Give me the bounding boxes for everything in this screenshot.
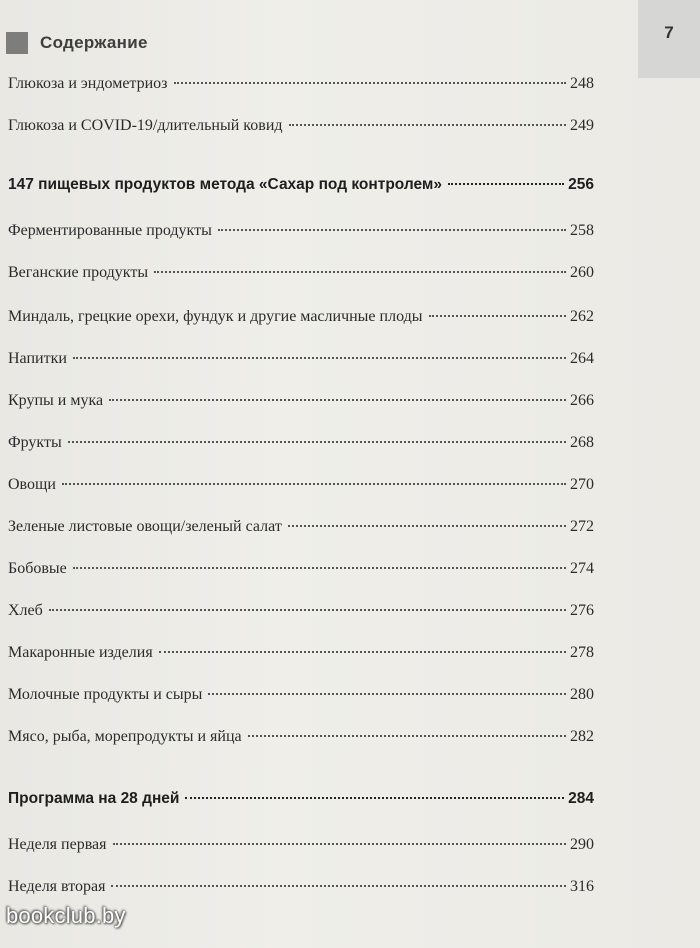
toc-entry [8, 117, 594, 143]
toc-entry-title: Программа на 28 дней [8, 790, 180, 807]
toc-entry-page: 258 [570, 222, 594, 239]
section-header [6, 30, 148, 56]
watermark: bookclub.by [6, 903, 126, 928]
toc-entry-page: 272 [570, 518, 594, 535]
toc-entry-page: 264 [570, 350, 594, 367]
toc-entry-page: 249 [570, 117, 594, 134]
toc-entry-title: 147 пищевых продуктов метода «Сахар под контролем» [8, 176, 443, 193]
toc-entry-title: Глюкоза и эндометриоз [8, 75, 168, 92]
dot-leader [289, 123, 566, 126]
page-number: 7 [664, 23, 674, 42]
toc-entry [8, 686, 594, 712]
dot-leader [429, 314, 567, 317]
toc-entry-title: Напитки [8, 350, 67, 367]
dot-leader [248, 734, 566, 737]
dot-leader [111, 884, 566, 887]
dot-leader [113, 842, 567, 845]
toc-entry [8, 878, 594, 904]
dot-leader [109, 398, 566, 401]
toc-entry-page: 282 [570, 728, 594, 745]
toc-entry-title: Мясо, рыба, морепродукты и яйца [8, 728, 242, 745]
toc-entry-title: Макаронные изделия [8, 644, 153, 661]
toc-entry-title: Неделя вторая [8, 878, 106, 895]
toc-entry [8, 602, 594, 628]
toc-entry [8, 222, 594, 248]
dot-leader [288, 524, 566, 527]
toc-entry [8, 644, 594, 670]
toc-entry-page: 274 [570, 560, 594, 577]
toc-entry [8, 308, 594, 334]
toc-entry [8, 392, 594, 418]
toc-entry-title: Бобовые [8, 560, 67, 577]
toc-entry [8, 476, 594, 502]
dot-leader [154, 270, 566, 273]
toc-entry [8, 518, 594, 544]
toc-entry-page: 266 [570, 392, 594, 409]
toc-entry-page: 270 [570, 476, 594, 493]
toc-entry-page: 256 [568, 176, 594, 193]
dot-leader [159, 650, 566, 653]
dot-leader [448, 182, 564, 185]
toc-entry-page: 284 [568, 790, 594, 807]
toc-entry-page: 248 [570, 75, 594, 92]
toc-entry [8, 264, 594, 290]
toc-entry-title: Миндаль, грецкие орехи, фундук и другие масличные плоды [8, 308, 423, 325]
dot-leader [68, 440, 566, 443]
toc-entry-title: Фрукты [8, 434, 62, 451]
toc-entry-title: Неделя первая [8, 836, 107, 853]
toc-entry-page: 280 [570, 686, 594, 703]
dot-leader [218, 228, 566, 231]
dot-leader [49, 608, 566, 611]
toc-entry [8, 434, 594, 460]
dot-leader [208, 692, 566, 695]
page-number-tab [638, 0, 700, 78]
toc-entry-title: Хлеб [8, 602, 43, 619]
toc-entry [8, 176, 594, 202]
toc-entry-title: Веганские продукты [8, 264, 149, 281]
toc-entry-title: Овощи [8, 476, 56, 493]
toc-entry-page: 260 [570, 264, 594, 281]
dot-leader [62, 482, 566, 485]
toc-entry [8, 560, 594, 586]
toc-entry-page: 268 [570, 434, 594, 451]
toc-entry-page: 262 [570, 308, 594, 325]
toc-entry [8, 728, 594, 754]
toc-entry-title: Молочные продукты и сыры [8, 686, 203, 703]
dot-leader [73, 566, 566, 569]
toc-entry [8, 836, 594, 862]
dot-leader [73, 356, 566, 359]
toc-entry-title: Зеленые листовые овощи/зеленый салат [8, 518, 282, 535]
toc-entry-page: 316 [570, 878, 594, 895]
toc-entry-title: Крупы и мука [8, 392, 104, 409]
dot-leader [174, 81, 567, 84]
toc-entry-title: Глюкоза и COVID-19/длительный ковид [8, 117, 283, 134]
toc-entry [8, 350, 594, 376]
toc-entry-title: Ферментированные продукты [8, 222, 212, 239]
page-title: Содержание [40, 33, 148, 52]
toc-entry-page: 290 [570, 836, 594, 853]
header-square-icon [6, 32, 28, 54]
dot-leader [185, 796, 564, 799]
toc-entry [8, 790, 594, 816]
toc-entry [8, 75, 594, 101]
toc-entry-page: 278 [570, 644, 594, 661]
toc-entry-page: 276 [570, 602, 594, 619]
